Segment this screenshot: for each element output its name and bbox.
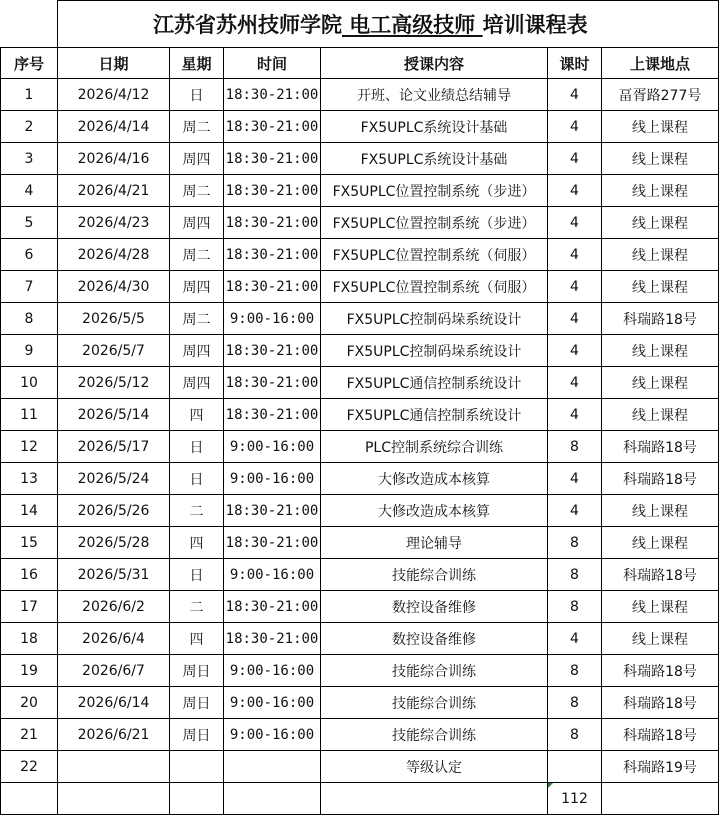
table-row: [1, 591, 719, 623]
table-row: [1, 751, 719, 783]
cell-index[interactable]: 22: [1, 751, 58, 783]
cell-index[interactable]: 3: [1, 143, 58, 175]
header-weekday[interactable]: 星期: [170, 48, 224, 79]
cell-location[interactable]: 线上课程: [602, 591, 719, 623]
empty-cell[interactable]: [58, 783, 170, 815]
cell-content[interactable]: 数控设备维修: [321, 623, 548, 655]
table-row: [1, 175, 719, 207]
cell-content[interactable]: 大修改造成本核算: [321, 495, 548, 527]
table-row: [1, 271, 719, 303]
cell-hours[interactable]: [548, 751, 602, 783]
cell-index[interactable]: 19: [1, 655, 58, 687]
table-row: [1, 335, 719, 367]
cell-weekday[interactable]: 周四: [170, 367, 224, 399]
cell-date[interactable]: 2026/4/21: [58, 175, 170, 207]
cell-content[interactable]: FX5UPLC控制码垛系统设计: [321, 335, 548, 367]
cell-index[interactable]: 12: [1, 431, 58, 463]
cell-index[interactable]: 9: [1, 335, 58, 367]
cell-content[interactable]: 大修改造成本核算: [321, 463, 548, 495]
table-row: [1, 495, 719, 527]
cell-index[interactable]: 1: [1, 79, 58, 111]
cell-weekday[interactable]: 周二: [170, 303, 224, 335]
cell-location[interactable]: 科瑞路18号: [602, 431, 719, 463]
cell-date[interactable]: 2026/4/12: [58, 79, 170, 111]
cell-date[interactable]: 2026/5/5: [58, 303, 170, 335]
cell-content[interactable]: FX5UPLC位置控制系统（伺服）: [321, 239, 548, 271]
cell-content[interactable]: 数控设备维修: [321, 591, 548, 623]
cell-index[interactable]: 5: [1, 207, 58, 239]
header-location[interactable]: 上课地点: [602, 48, 719, 79]
cell-content[interactable]: FX5UPLC位置控制系统（步进）: [321, 175, 548, 207]
cell-date[interactable]: 2026/6/21: [58, 719, 170, 751]
cell-content[interactable]: PLC控制系统综合训练: [321, 431, 548, 463]
cell-location[interactable]: 线上课程: [602, 239, 719, 271]
cell-date[interactable]: 2026/6/2: [58, 591, 170, 623]
cell-time[interactable]: 9:00-16:00: [224, 655, 321, 687]
cell-date[interactable]: 2026/5/14: [58, 399, 170, 431]
cell-hours[interactable]: 4: [548, 79, 602, 111]
cell-weekday[interactable]: 周四: [170, 335, 224, 367]
cell-weekday[interactable]: 二: [170, 591, 224, 623]
cell-hours[interactable]: 4: [548, 175, 602, 207]
cell-index[interactable]: 20: [1, 687, 58, 719]
cell-date[interactable]: 2026/5/31: [58, 559, 170, 591]
cell-date[interactable]: 2026/5/24: [58, 463, 170, 495]
cell-time[interactable]: 18:30-21:00: [224, 111, 321, 143]
table-row: [1, 559, 719, 591]
cell-weekday[interactable]: 周四: [170, 207, 224, 239]
cell-hours[interactable]: 8: [548, 719, 602, 751]
cell-weekday[interactable]: 四: [170, 399, 224, 431]
cell-index[interactable]: 17: [1, 591, 58, 623]
cell-location[interactable]: 畐胥路277号: [602, 79, 719, 111]
cell-index[interactable]: 8: [1, 303, 58, 335]
table-row: [1, 303, 719, 335]
cell-hours[interactable]: 4: [548, 303, 602, 335]
cell-location[interactable]: 线上课程: [602, 367, 719, 399]
cell-date[interactable]: 2026/4/16: [58, 143, 170, 175]
cell-date[interactable]: 2026/5/17: [58, 431, 170, 463]
title-row: [1, 1, 719, 48]
cell-weekday[interactable]: 周二: [170, 111, 224, 143]
cell-content[interactable]: 技能综合训练: [321, 719, 548, 751]
cell-content[interactable]: FX5UPLC控制码垛系统设计: [321, 303, 548, 335]
cell-date[interactable]: 2026/5/26: [58, 495, 170, 527]
cell-location[interactable]: 线上课程: [602, 175, 719, 207]
table-row: [1, 527, 719, 559]
table-row: [1, 143, 719, 175]
cell-location[interactable]: 科瑞路18号: [602, 719, 719, 751]
table-row: [1, 207, 719, 239]
table-row: [1, 399, 719, 431]
cell-index[interactable]: 10: [1, 367, 58, 399]
table-row: [1, 687, 719, 719]
cell-hours[interactable]: 4: [548, 111, 602, 143]
cell-location[interactable]: 科瑞路18号: [602, 303, 719, 335]
cell-date[interactable]: [58, 751, 170, 783]
cell-content[interactable]: FX5UPLC位置控制系统（伺服）: [321, 271, 548, 303]
cell-time[interactable]: 18:30-21:00: [224, 239, 321, 271]
cell-weekday[interactable]: 日: [170, 463, 224, 495]
cell-hours[interactable]: 4: [548, 239, 602, 271]
cell-time[interactable]: 18:30-21:00: [224, 527, 321, 559]
cell-content[interactable]: FX5UPLC通信控制系统设计: [321, 367, 548, 399]
empty-cell[interactable]: [321, 783, 548, 815]
cell-content[interactable]: FX5UPLC通信控制系统设计: [321, 399, 548, 431]
cell-index[interactable]: 14: [1, 495, 58, 527]
cell-hours[interactable]: 4: [548, 207, 602, 239]
cell-weekday[interactable]: 周四: [170, 143, 224, 175]
cell-location[interactable]: 线上课程: [602, 623, 719, 655]
empty-cell[interactable]: [1, 783, 58, 815]
cell-content[interactable]: 技能综合训练: [321, 687, 548, 719]
cell-time[interactable]: 18:30-21:00: [224, 335, 321, 367]
cell-content[interactable]: 技能综合训练: [321, 559, 548, 591]
cell-location[interactable]: 科瑞路18号: [602, 463, 719, 495]
table-row: [1, 79, 719, 111]
cell-weekday[interactable]: 周日: [170, 687, 224, 719]
cell-weekday[interactable]: 日: [170, 559, 224, 591]
table-row: [1, 623, 719, 655]
table-row: [1, 719, 719, 751]
cell-time[interactable]: 18:30-21:00: [224, 367, 321, 399]
header-content[interactable]: 授课内容: [321, 48, 548, 79]
cell-weekday[interactable]: 日: [170, 79, 224, 111]
cell-index[interactable]: 6: [1, 239, 58, 271]
cell-location[interactable]: 线上课程: [602, 399, 719, 431]
cell-index[interactable]: 2: [1, 111, 58, 143]
cell-index[interactable]: 15: [1, 527, 58, 559]
cell-weekday[interactable]: 周日: [170, 719, 224, 751]
table-row: [1, 655, 719, 687]
cell-hours[interactable]: 4: [548, 399, 602, 431]
cell-hours[interactable]: 8: [548, 591, 602, 623]
table-row: [1, 431, 719, 463]
cell-date[interactable]: 2026/4/23: [58, 207, 170, 239]
cell-time[interactable]: 9:00-16:00: [224, 687, 321, 719]
cell-time[interactable]: 18:30-21:00: [224, 399, 321, 431]
cell-weekday[interactable]: 四: [170, 623, 224, 655]
empty-cell[interactable]: [224, 783, 321, 815]
cell-time[interactable]: 18:30-21:00: [224, 143, 321, 175]
cell-index[interactable]: 11: [1, 399, 58, 431]
cell-date[interactable]: 2026/4/28: [58, 239, 170, 271]
cell-time[interactable]: [224, 751, 321, 783]
cell-date[interactable]: 2026/5/12: [58, 367, 170, 399]
cell-weekday[interactable]: 周四: [170, 271, 224, 303]
cell-index[interactable]: 4: [1, 175, 58, 207]
table-row: [1, 111, 719, 143]
cell-location[interactable]: 线上课程: [602, 495, 719, 527]
cell-content[interactable]: 理论辅导: [321, 527, 548, 559]
cell-hours[interactable]: 4: [548, 495, 602, 527]
cell-hours[interactable]: 4: [548, 271, 602, 303]
cell-weekday[interactable]: 周二: [170, 175, 224, 207]
cell-weekday[interactable]: 周二: [170, 239, 224, 271]
header-index[interactable]: 序号: [1, 48, 58, 79]
cell-content[interactable]: FX5UPLC系统设计基础: [321, 111, 548, 143]
cell-time[interactable]: 18:30-21:00: [224, 271, 321, 303]
cell-content[interactable]: FX5UPLC位置控制系统（步进）: [321, 207, 548, 239]
header-date[interactable]: 日期: [58, 48, 170, 79]
cell-time[interactable]: 18:30-21:00: [224, 495, 321, 527]
title-suffix: 培训课程表: [482, 12, 588, 37]
cell-hours[interactable]: 4: [548, 335, 602, 367]
empty-cell[interactable]: [170, 783, 224, 815]
cell-index[interactable]: 13: [1, 463, 58, 495]
cell-hours[interactable]: 8: [548, 655, 602, 687]
cell-location[interactable]: 线上课程: [602, 527, 719, 559]
title-prefix: 江苏省苏州技师学院: [153, 12, 342, 37]
cell-weekday[interactable]: 四: [170, 527, 224, 559]
cell-weekday[interactable]: 周日: [170, 655, 224, 687]
cell-time[interactable]: 18:30-21:00: [224, 79, 321, 111]
cell-date[interactable]: 2026/6/14: [58, 687, 170, 719]
cell-date[interactable]: 2026/6/4: [58, 623, 170, 655]
total-hours-cell[interactable]: 112: [548, 783, 602, 815]
cell-hours[interactable]: 4: [548, 143, 602, 175]
cell-weekday[interactable]: 日: [170, 431, 224, 463]
page-title[interactable]: [58, 1, 719, 48]
cell-time[interactable]: 9:00-16:00: [224, 719, 321, 751]
cell-date[interactable]: 2026/4/30: [58, 271, 170, 303]
cell-date[interactable]: 2026/5/7: [58, 335, 170, 367]
cell-hours[interactable]: 8: [548, 559, 602, 591]
cell-time[interactable]: 18:30-21:00: [224, 591, 321, 623]
cell-location[interactable]: 科瑞路19号: [602, 751, 719, 783]
header-hours[interactable]: 课时: [548, 48, 602, 79]
cell-hours[interactable]: 8: [548, 687, 602, 719]
cell-time[interactable]: 9:00-16:00: [224, 303, 321, 335]
table-body: [1, 1, 719, 815]
cell-time[interactable]: 9:00-16:00: [224, 463, 321, 495]
cell-time[interactable]: 9:00-16:00: [224, 431, 321, 463]
cell-location[interactable]: 科瑞路18号: [602, 559, 719, 591]
cell-date[interactable]: 2026/5/28: [58, 527, 170, 559]
cell-hours[interactable]: 4: [548, 623, 602, 655]
cell-location[interactable]: 线上课程: [602, 207, 719, 239]
cell-weekday[interactable]: 二: [170, 495, 224, 527]
cell-location[interactable]: 科瑞路18号: [602, 687, 719, 719]
cell-location[interactable]: 科瑞路18号: [602, 655, 719, 687]
cell-location[interactable]: 线上课程: [602, 143, 719, 175]
cell-content[interactable]: 等级认定: [321, 751, 548, 783]
total-row: [1, 783, 719, 815]
title-course-name: 电工高级技师: [342, 12, 483, 37]
cell-content[interactable]: 开班、论文业绩总结辅导: [321, 79, 548, 111]
cell-date[interactable]: 2026/4/14: [58, 111, 170, 143]
cell-location[interactable]: 线上课程: [602, 271, 719, 303]
cell-hours[interactable]: 8: [548, 527, 602, 559]
cell-location[interactable]: 线上课程: [602, 335, 719, 367]
cell-index[interactable]: 16: [1, 559, 58, 591]
cell-index[interactable]: 21: [1, 719, 58, 751]
header-row: [1, 48, 719, 79]
cell-date[interactable]: 2026/6/7: [58, 655, 170, 687]
cell-hours[interactable]: 8: [548, 431, 602, 463]
cell-content[interactable]: 技能综合训练: [321, 655, 548, 687]
title-corner-cell[interactable]: [1, 1, 58, 48]
cell-time[interactable]: 9:00-16:00: [224, 559, 321, 591]
empty-cell[interactable]: [602, 783, 719, 815]
cell-hours[interactable]: 4: [548, 367, 602, 399]
cell-index[interactable]: 7: [1, 271, 58, 303]
cell-index[interactable]: 18: [1, 623, 58, 655]
cell-time[interactable]: 18:30-21:00: [224, 623, 321, 655]
cell-location[interactable]: 线上课程: [602, 111, 719, 143]
cell-hours[interactable]: 4: [548, 463, 602, 495]
cell-time[interactable]: 18:30-21:00: [224, 175, 321, 207]
cell-weekday[interactable]: [170, 751, 224, 783]
table-row: [1, 463, 719, 495]
cell-content[interactable]: FX5UPLC系统设计基础: [321, 143, 548, 175]
cell-time[interactable]: 18:30-21:00: [224, 207, 321, 239]
table-row: [1, 239, 719, 271]
header-time[interactable]: 时间: [224, 48, 321, 79]
table-row: [1, 367, 719, 399]
